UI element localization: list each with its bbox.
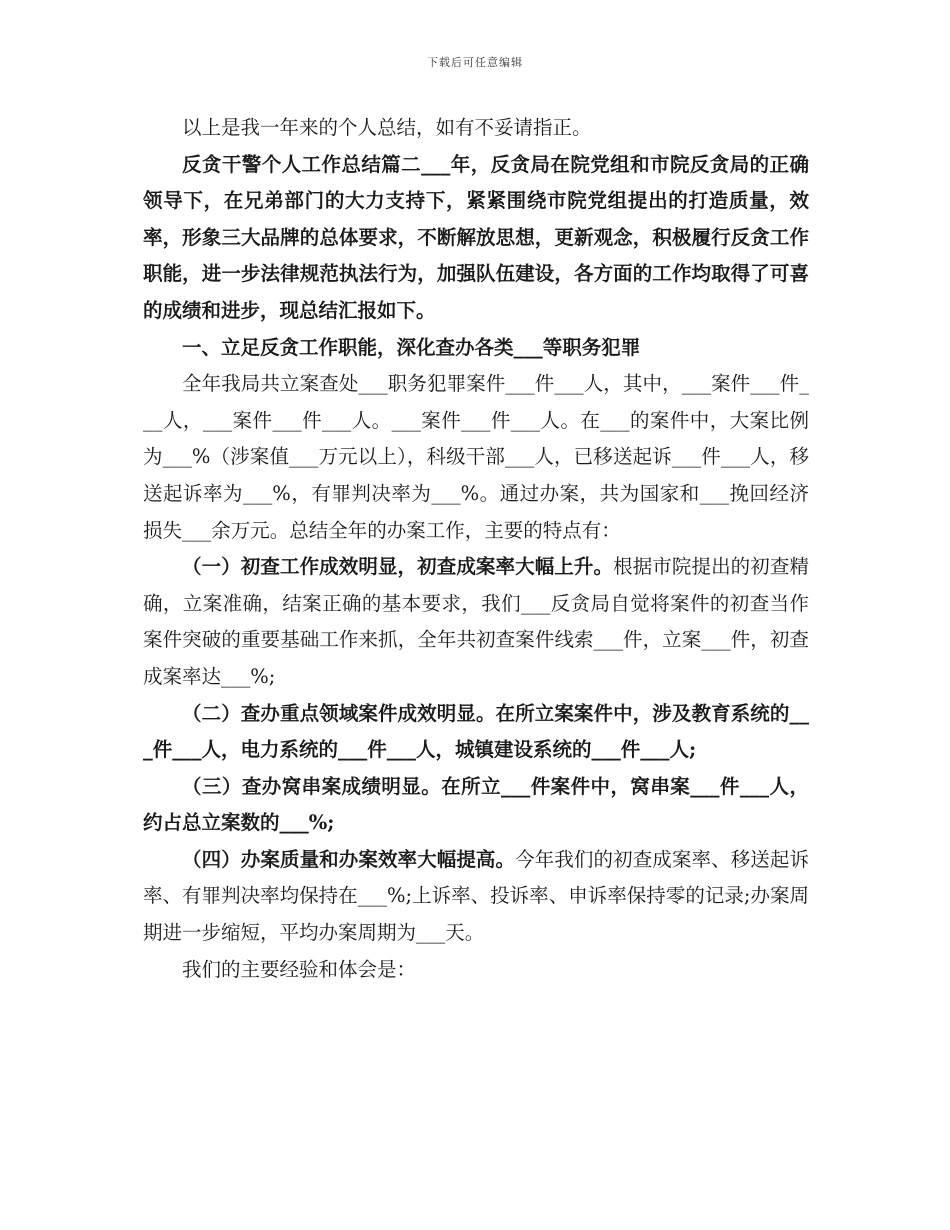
section-heading: 一、立足反贪工作职能，深化查办各类___等职务犯罪 bbox=[182, 335, 641, 359]
intro-paragraph: 反贪干警个人工作总结篇二___年，反贪局在院党组和市院反贪局的正确领导下，在兄弟部门的大力支持下，紧紧围绕市院党组提出的打造质量，效率，形象三大品牌的总体要求，不断解放思想，更新观念，积极履行反贪工作职能，进一步法律规范执法行为，加强队伍建设，各方面的工作均取得了可喜的成绩和进步，现总结汇报如下。 bbox=[143, 152, 809, 322]
point-three-paragraph: （三）查办窝串案成绩明显。在所立___件案件中，窝串案___件___人，约占总立案数的___%; bbox=[143, 774, 809, 835]
point-one-heading: （一）初查工作成效明显，初查成案率大幅上升。 bbox=[182, 555, 614, 579]
point-one-paragraph bbox=[143, 549, 809, 695]
point-two-paragraph: （二）查办重点领域案件成效明显。在所立案案件中，涉及教育系统的___件___人，电力系统的___件___人，城镇建设系统的___件___人; bbox=[143, 701, 809, 762]
point-four-paragraph bbox=[143, 842, 809, 952]
closing-paragraph: 以上是我一年来的个人总结，如有不妥请指正。 bbox=[182, 116, 592, 139]
statistics-paragraph: 全年我局共立案查处___职务犯罪案件___件___人，其中，___案件___件___人，___案件___件___人。___案件___件___人。在___的案件中，大案比例为___%（涉案值___万元以上），科级干部___人，已移送起诉___件___人，移送起诉率为___%，有罪判决率为___%。通过办案，共为国家和___挽回经济损失___余万元。总结全年的办案工作，主要的特点有： bbox=[143, 372, 809, 542]
point-four-body: 今年我们的初查成案率、移送起诉率、有罪判决率均保持在___%;上诉率、投诉率、申诉率保持零的记录;办案周期进一步缩短，平均办案周期为___天。 bbox=[143, 847, 809, 945]
experience-heading: 我们的主要经验和体会是： bbox=[182, 957, 417, 981]
document-body bbox=[143, 110, 809, 988]
point-four-heading: （四）办案质量和办案效率大幅提高。 bbox=[182, 847, 516, 871]
page-header: 下载后可任意编辑 bbox=[427, 56, 523, 69]
point-one-body: 根据市院提出的初查精确，立案准确，结案正确的基本要求，我们___反贪局自觉将案件的初查当作案件突破的重要基础工作来抓，全年共初查案件线索___件，立案___件，初查成案率达___%; bbox=[143, 555, 809, 688]
